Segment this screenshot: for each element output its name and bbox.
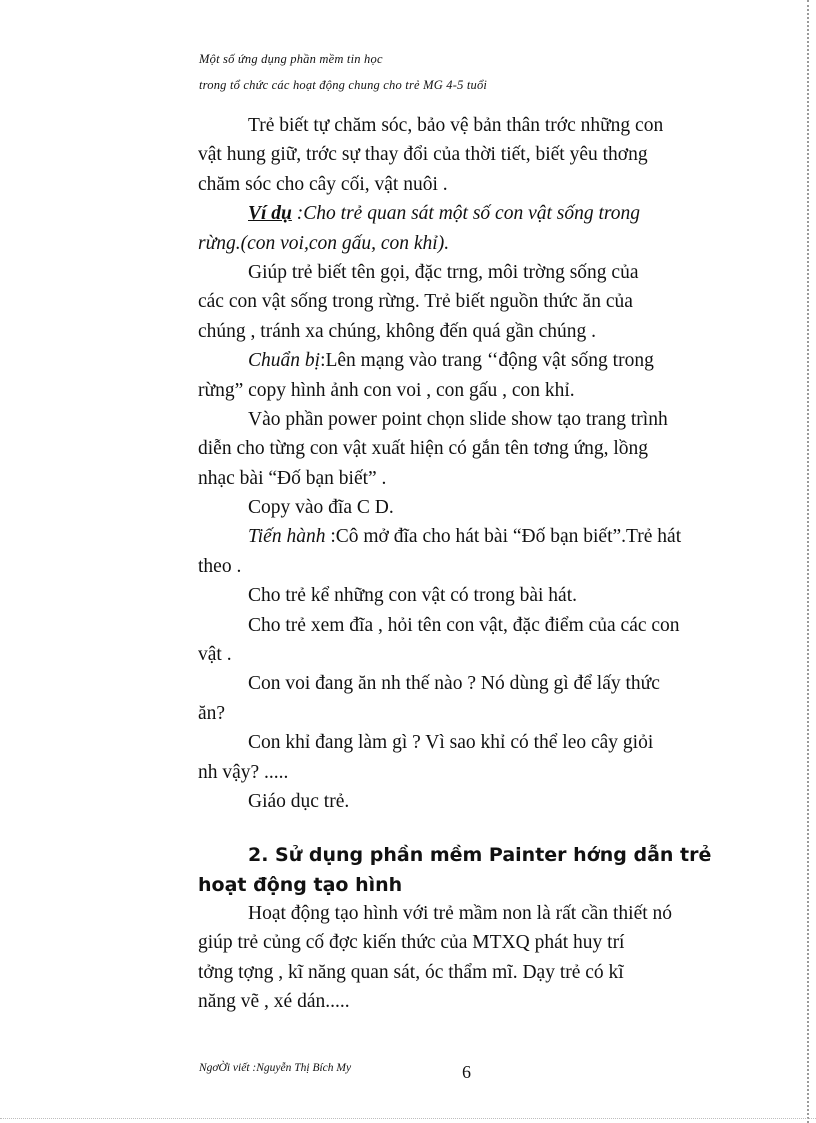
paragraph-line: ăn? xyxy=(198,702,226,724)
header-line-2: trong tổ chức các hoạt động chung cho trẻ MG 4-5 tuổi xyxy=(199,78,488,92)
paragraph-line: theo . xyxy=(198,555,242,577)
body-section-1 xyxy=(198,111,743,816)
paragraph-line: Con voi đang ăn nh thế nào ? Nó dùng gì để lấy thức xyxy=(248,673,660,695)
paragraph-line: giúp trẻ củng cố đợc kiến thức của MTXQ phát huy trí xyxy=(198,932,625,954)
paragraph-line: nhạc bài “Đố bạn biết” . xyxy=(198,467,387,489)
paragraph-line: Giúp trẻ biết tên gọi, đặc trng, môi trờng sống của xyxy=(248,261,639,283)
paragraph-line: Copy vào đĩa C D. xyxy=(248,497,394,519)
preparation-text: :Lên mạng vào trang ‘‘động vật sống trong xyxy=(320,350,654,372)
paragraph-line: nh vậy? ..... xyxy=(198,761,289,783)
paragraph-line: Con khỉ đang làm gì ? Vì sao khỉ có thể leo cây giỏi xyxy=(248,732,654,754)
example-text: :Cho trẻ quan sát một số con vật sống trong xyxy=(291,203,641,225)
body-section-2 xyxy=(198,899,743,1017)
preparation-line xyxy=(198,346,743,375)
example-line xyxy=(198,199,743,228)
paragraph-line: vật hung giữ, trớc sự thay đổi của thời tiết, biết yêu thơng xyxy=(198,144,648,166)
procedure-line xyxy=(198,522,743,551)
page-right-border xyxy=(807,0,809,1123)
page-number: 6 xyxy=(462,1062,471,1082)
paragraph-line: Hoạt động tạo hình với trẻ mầm non là rất cần thiết nó xyxy=(248,903,673,924)
running-header xyxy=(199,46,487,98)
paragraph-line: các con vật sống trong rừng. Trẻ biết nguồn thức ăn của xyxy=(198,291,633,313)
paragraph-line: Cho trẻ xem đĩa , hỏi tên con vật, đặc điểm của các con xyxy=(248,614,680,636)
example-label: Ví dụ xyxy=(248,203,292,225)
page-bottom-border xyxy=(0,1118,816,1119)
paragraph-line: chúng , tránh xa chúng, không đến quá gần chúng . xyxy=(198,320,597,342)
paragraph-line: năng vẽ , xé dán..... xyxy=(198,991,350,1013)
footer-author: NgơỜi viết :Nguyễn Thị Bích My xyxy=(199,1062,352,1074)
paragraph-line: tởng tợng , kĩ năng quan sát, óc thẩm mĩ. Dạy trẻ có kĩ xyxy=(198,961,624,983)
section-heading-line-2: hoạt động tạo hình xyxy=(198,873,403,896)
section-heading xyxy=(198,841,711,900)
paragraph-line: chăm sóc cho cây cối, vật nuôi . xyxy=(198,173,448,195)
preparation-label: Chuẩn bị xyxy=(248,350,321,372)
example-line: rừng.(con voi,con gấu, con khỉ). xyxy=(198,232,450,254)
paragraph-line: rừng” copy hình ảnh con voi , con gấu , con khỉ. xyxy=(198,379,575,401)
section-heading-line-1: 2. Sử dụng phần mềm Painter hớng dẫn trẻ xyxy=(248,844,712,866)
paragraph-line: vật . xyxy=(198,644,232,666)
procedure-label: Tiến hành xyxy=(248,526,326,548)
paragraph-line: Giáo dục trẻ. xyxy=(248,790,350,812)
header-line-1: Một số ứng dụng phần mềm tin học xyxy=(199,52,383,66)
procedure-text: :Cô mở đĩa cho hát bài “Đố bạn biết”.Trẻ hát xyxy=(325,526,682,548)
paragraph-line: Vào phần power point chọn slide show tạo trang trình xyxy=(248,408,668,430)
paragraph-line: Trẻ biết tự chăm sóc, bảo vệ bản thân trớc những con xyxy=(248,115,664,136)
paragraph-line: diễn cho từng con vật xuất hiện có gắn tên tơng ứng, lồng xyxy=(198,438,649,460)
paragraph-line: Cho trẻ kể những con vật có trong bài hát. xyxy=(248,585,577,607)
